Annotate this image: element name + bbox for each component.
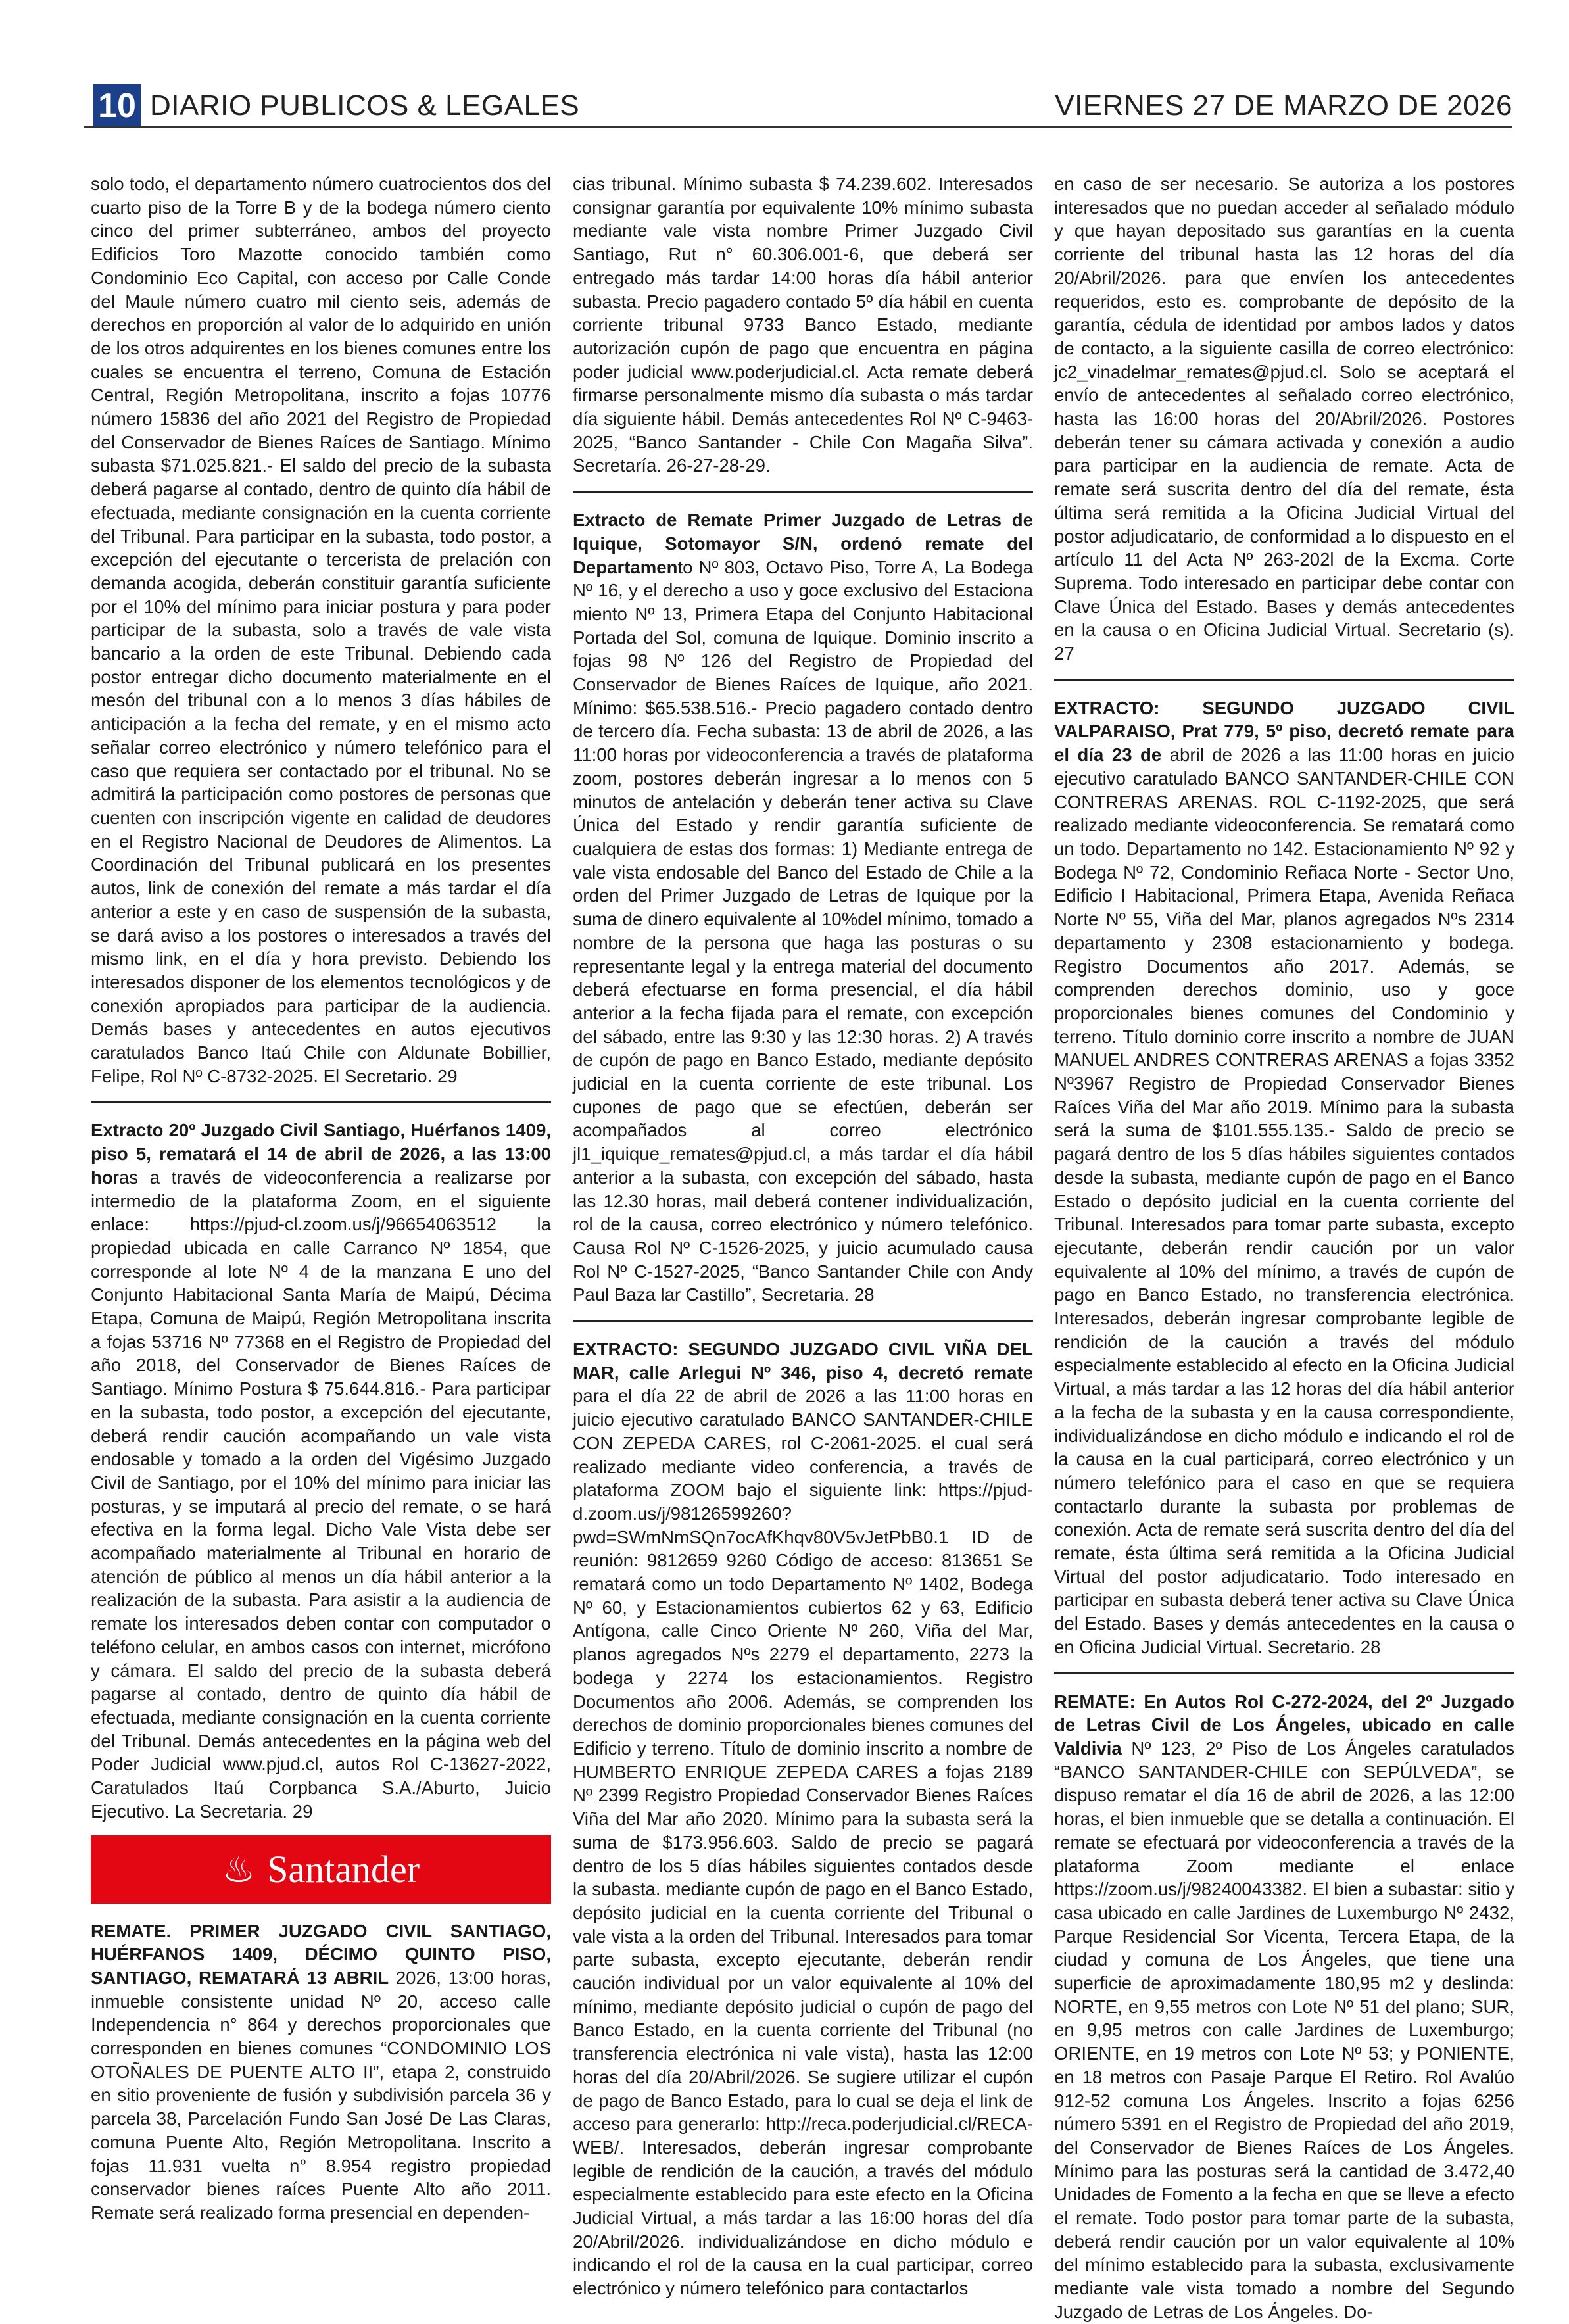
santander-logo [91, 1835, 551, 1904]
notice-body: abril de 2026 a las 11:00 horas en juicio ejecutivo caratulado BANCO SANTANDER-CHILE CON CONTRERAS ARENAS. ROL C-1192-2025, que será realizado mediante videoconferencia. Se rematará como un todo. Departamento no 142. Estacionamiento Nº 92 y Bodega Nº 72, Condominio Reñaca Norte - Sector Uno, Edificio I Habitacional, Primera Etapa, Avenida Reñaca Norte Nº 55, Viña del Mar, planos agregados Nºs 2314 departamento y 2308 estacionamiento y bodega. Registro Documentos año 2017. Además, se comprenden derechos dominio, uso y goce proporcionales bienes comunes del Condominio y terreno. Título dominio corre inscrito a nombre de JUAN MANUEL ANDRES CONTRERAS ARENAS a fojas 3352 Nº3967 Registro de Propiedad Conservador Bienes Raíces Viña del Mar año 2019. Mínimo para la subasta será la suma de $101.555.135.- Saldo de precio se pagará dentro de los 5 días hábiles siguientes contados desde la subasta, mediante cupón de pago en el Banco Estado o depósito judicial en la cuenta corriente del Tribunal. Interesados para tomar parte subasta, excepto ejecutante, deberán rendir caución por un valor equivalente al 10% del mínimo, a través de cupón de pago en Banco Estado, no transferencia electrónica. Interesados, deberán ingresar comprobante legible de rendición de la caución a través del módulo especialmente establecido al efecto en la Oficina Judicial Virtual, a más tardar a las 12 horas del día hábil anterior a la fecha de la subasta y en la causa correspondiente, individualizándose en dicho módulo e indicando el rol de la causa en la cual participará, correo electrónico y un número telefónico para el caso en que se requiera contactarlo durante la subasta por problemas de conexión. Acta de remate será suscrita dentro del día del remate, ésta última será remitida a la Oficina Judicial Virtual del postor adjudicatario. Todo interesado en participar en subasta deberá tener activa su Clave Única del Estado. Bases y demás antecedentes en la causa o en Oficina Judicial Virtual. Secretario. 28 [1054, 744, 1514, 1657]
page-header [84, 84, 1512, 125]
flame-icon: ♨ [222, 1848, 256, 1890]
publication-title: DIARIO PUBLICOS & LEGALES [150, 89, 580, 122]
column-2 [573, 172, 1033, 2299]
notice-heading: REMATE: En Autos Rol C-272-2024, del 2º Juzgado de Letras Civil de Los Ángeles, ubicado en calle Valdivia [1054, 1691, 1514, 1758]
column-1 [91, 172, 551, 2270]
legal-notice [1054, 1690, 1514, 2324]
notice-body: solo todo, el departamento número cuatrocientos dos del cuarto piso de la Torre B y de la bodega número ciento cinco del primer subterráneo, ambos del proyecto Edificios Toro Mazotte conocido también como Condominio Eco Capital, con acceso por Calle Conde del Maule número cuatro mil ciento seis, además de derechos en proporción al valor de lo adquirido en unión de los otros adquirentes en los bienes comunes entre los cuales se encuentra el terreno, Comuna de Estación Central, Región Metropolitana, inscrito a fojas 10776 número 15836 del año 2021 del Registro de Propiedad del Conservador de Bienes Raíces de Santiago. Mínimo subasta $71.025.821.- El saldo del precio de la subasta deberá pagarse al contado, dentro de quinto día hábil de efectuada, mediante consignación en la cuenta corriente del Tribunal. Para participar en la subasta, todo postor, a excepción del ejecutante o tercerista de prelación con demanda acogida, deberán constituir garantía suficiente por el 10% del mínimo para iniciar postura y para poder participar de la subasta, solo a través de vale vista bancario a la orden de este Tribunal. Debiendo cada postor entregar dicho documento materialmente en el mesón del tribunal con a lo menos 3 días hábiles de anticipación a la fecha del remate, y en el mismo acto señalar correo electrónico y número telefónico para el caso que requiera ser contactado por el tribunal. No se admitirá la participación como postores de personas que cuenten con inscripción vigente en calidad de deudores en el Registro Nacional de Deudores de Alimentos. La Coordinación del Tribunal publicará en los presentes autos, link de conexión del remate a más tardar el día anterior a este y en caso de suspensión de la subasta, se dará aviso a los postores o interesados a través del mismo link, en el día y hora previsto. Debiendo los interesados disponer de los elementos tecnológicos y de conexión apropiados para participar de la audiencia. Demás bases y antecedentes en autos ejecutivos caratulados Banco Itaú Chile con Aldunate Bobillier, Felipe, Rol Nº C-8732-2025. El Secretario. 29 [91, 174, 551, 1086]
notice-body: en caso de ser necesario. Se autoriza a los postores interesados que no puedan acceder al señalado módulo y que hayan depositado sus garantías en la cuenta corriente del tribunal hasta las 12 horas del día 20/Abril/2026. para que envíen los antecedentes requeridos, esto es. comprobante de depósito de la garantía, cédula de identidad por ambos lados y datos de contacto, a la siguiente casilla de correo electrónico: jc2_vinadelmar_remates@pjud.cl. Solo se aceptará el envío de antecedentes al señalado correo electrónico, hasta las 16:00 horas del 20/Abril/2026. Postores deberán tener su cámara activada y conexión a audio para participar en la audiencia de remate. Acta de remate será suscrita dentro del día del remate, ésta última será remitida a la Oficina Judicial Virtual del postor adjudicatario, de conformidad a lo dispuesto en el artículo 11 del Acta Nº 263-202l de la Excma. Corte Suprema. Todo interesado en participar debe contar con Clave Única del Estado. Bases y demás antecedentes en la causa o en Oficina Judicial Virtual. Secretario (s). 27 [1054, 174, 1514, 664]
page-number: 10 [93, 84, 141, 128]
notice-heading: EXTRACTO: SEGUNDO JUZGADO CIVIL VALPARAISO, Prat 779, 5º piso, decretó remate para el día 23 de [1054, 697, 1514, 765]
legal-notice [573, 172, 1033, 477]
legal-notice [573, 1338, 1033, 2300]
notice-separator [1054, 1672, 1514, 1674]
notice-heading: Extracto 20º Juzgado Civil Santiago, Huérfanos 1409, piso 5, rematará el 14 de abril de 2026, a las 13:00 ho [91, 1120, 551, 1188]
notice-heading: Extracto de Remate Primer Juzgado de Letras de Iquique, Sotomayor S/N, ordenó remate del Departamen [573, 510, 1033, 577]
legal-notice [91, 172, 551, 1088]
notice-separator [91, 1101, 551, 1103]
notice-body: ras a través de videoconferencia a realizarse por intermedio de la plataforma Zoom, en el siguiente enlace: https://pjud-cl.zoom.us/j/96654063512 la propiedad ubicada en calle Carranco Nº 1854, que corresponde al lote Nº 4 de la manzana E uno del Conjunto Habitacional Santa María de Maipú, Décima Etapa, Comuna de Maipú, Región Metropolitana inscrita a fojas 53716 Nº 77368 en el Registro de Propiedad del año 2018, del Conservador de Bienes Raíces de Santiago. Mínimo Postura $ 75.644.816.- Para participar en la subasta, todo postor, a excepción del ejecutante, deberá rendir caución acompañando un vale vista endosable y tomado a la orden del Vigésimo Juzgado Civil de Santiago, por el 10% del mínimo para iniciar las posturas, y se imputará al precio del remate, o se hará efectiva en la forma legal. Dicho Vale Vista debe ser acompañado materialmente al Tribunal en horario de atención de público al menos un día hábil anterior a la realización de la subasta. Para asistir a la audiencia de remate los interesados deben contar con computador o teléfono celular, en ambos casos con internet, micrófono y cámara. El saldo del precio de la subasta deberá pagarse al contado, dentro de quinto día hábil de efectuada, mediante consignación en la cuenta corriente del Tribunal. Demás antecedentes en la página web del Poder Judicial www.pjud.cl, autos Rol C-13627-2022, Caratulados Itaú Corpbanca S.A./Aburto, Juicio Ejecutivo. La Secretaria. 29 [91, 1167, 551, 1822]
notice-heading: EXTRACTO: SEGUNDO JUZGADO CIVIL VIÑA DEL MAR, calle Arlegui Nº 346, piso 4, decretó remate [573, 1339, 1033, 1383]
notice-heading: REMATE. PRIMER JUZGADO CIVIL SANTIAGO, HUÉRFANOS 1409, DÉCIMO QUINTO PISO, SANTIAGO, REMATARÁ 13 ABRIL [91, 1920, 551, 1988]
header-rule [84, 126, 1512, 128]
legal-notice [573, 508, 1033, 1307]
notice-separator [1054, 679, 1514, 681]
issue-date: VIERNES 27 DE MARZO DE 2026 [1055, 89, 1512, 122]
notice-separator [573, 491, 1033, 493]
legal-notice [91, 1920, 551, 2225]
notice-body: to Nº 803, Octavo Piso, Torre A, La Bodega Nº 16, y el derecho a uso y goce exclusivo del Estaciona miento Nº 13, Primera Etapa del Conjunto Habitacional Portada del Sol, comuna de Iquique. Dominio inscrito a fojas 98 Nº 126 del Registro de Propiedad del Conservador de Bienes Raíces de Iquique, año 2021. Mínimo: $65.538.516.- Precio pagadero contado dentro de tercero día. Fecha subasta: 13 de abril de 2026, a las 11:00 horas por videoconferencia a través de plataforma zoom, postores deberán ingresar a lo menos con 5 minutos de antelación y deberán tener activa su Clave Única del Estado y rendir garantía suficiente de cualquiera de estas dos formas: 1) Mediante entrega de vale vista endosable del Banco del Estado de Chile a la orden del Primer Juzgado de Letras de Iquique por la suma de dinero equivalente al 10%del mínimo, tomado a nombre de la persona que haga las posturas o su representante legal y la entrega material del documento deberá efectuarse en forma presencial, el día hábil anterior a la fecha fijada para el remate, con excepción del sábado, entre las 9:30 y las 12:30 horas. 2) A través de cupón de pago en Banco Estado, mediante depósito judicial en la cuenta corriente de este tribunal. Los cupones de pago que se efectúen, deberán ser acompañados al correo electrónico jl1_iquique_remates@pjud.cl, a más tardar el día hábil anterior a la subasta, con excepción del sábado, hasta las 12.30 horas, mail deberá contener individualización, rol de la causa, correo electrónico y número telefónico. Causa Rol Nº C-1526-2025, y juicio acumulado causa Rol Nº C-1527-2025, “Banco Santander Chile con Andy Paul Baza lar Castillo”, Secretaria. 28 [573, 556, 1033, 1305]
notice-body: cias tribunal. Mínimo subasta $ 74.239.602. Interesados consignar garantía por equivalente 10% mínimo subasta mediante vale vista nombre Primer Juzgado Civil Santiago, Rut n° 60.306.001-6, que deberá ser entregado más tardar 14:00 horas día hábil anterior subasta. Precio pagadero contado 5º día hábil en cuenta corriente tribunal 9733 Banco Estado, mediante autorización cupón de pago que encuentra en página poder judicial www.poderjudicial.cl. Acta remate deberá firmarse personalmente mismo día subasta o más tardar día siguiente hábil. Demás antecedentes Rol Nº C-9463-2025, “Banco Santander - Chile Con Magaña Silva”. Secretaría. 26-27-28-29. [573, 174, 1033, 476]
legal-notice [1054, 696, 1514, 1659]
notice-body: Nº 123, 2º Piso de Los Ángeles caratulados “BANCO SANTANDER-CHILE con SEPÚLVEDA”, se dispuso rematar el día 16 de abril de 2026, a las 12:00 horas, el bien inmueble que se detalla a continuación. El remate se efectuará por videoconferencia a través de la plataforma Zoom mediante el enlace https://zoom.us/j/98240043382. El bien a subastar: sitio y casa ubicado en calle Jardines de Luxemburgo Nº 2432, Parque Residencial Sor Vicenta, Tercera Etapa, de la ciudad y comuna de Los Ángeles, que tiene una superficie de aproximadamente 180,95 m2 y deslinda: NORTE, en 9,55 metros con Lote Nº 51 del plano; SUR, en 9,95 metros con calle Jardines de Luxemburgo; ORIENTE, en 19 metros con Lote Nº 53; y PONIENTE, en 18 metros con Pasaje Parque El Retiro. Rol Avalúo 912-52 comuna Los Ángeles. Inscrito a fojas 6256 número 5391 en el Registro de Propiedad del año 2019, del Conservador de Bienes Raíces de Los Ángeles. Mínimo para las posturas será la cantidad de 3.472,40 Unidades de Fomento a la fecha en que se lleve a efecto el remate. Todo postor para tomar parte de la subasta, deberá rendir caución por un valor equivalente al 10% del mínimo establecido para la subasta, exclusivamente mediante vale vista tomado a nombre del Segundo Juzgado de Letras de Los Ángeles. Do- [1054, 1738, 1514, 2322]
column-3 [1054, 172, 1514, 2322]
notice-body: 2026, 13:00 horas, inmueble consistente unidad Nº 20, acceso calle Independencia n° 864 y derechos proporcionales que corresponden en bienes comunes “CONDOMINIO LOS OTOÑALES DE PUENTE ALTO II”, etapa 2, construido en sitio proveniente de fusión y subdivisión parcela 36 y parcela 38, Parcelación Fundo San José De Las Claras, comuna Puente Alto, Región Metropolitana. Inscrito a fojas 11.931 vuelta n° 8.954 registro propiedad conservador bienes raíces Puente Alto año 2011. Remate será realizado forma presencial en dependen- [91, 1967, 552, 2223]
notice-body: para el día 22 de abril de 2026 a las 11:00 horas en juicio ejecutivo caratulado BANCO SANTANDER-CHILE CON ZEPEDA CARES, rol C-2061-2025. el cual será realizado mediante video conferencia, a través de plataforma ZOOM bajo el siguiente link: https://pjud-d.zoom.us/j/98126599260?pwd=SWmNmSQn7ocAfKhqv80V5vJetPbB0.1 ID de reunión: 9812659 9260 Código de acceso: 813651 Se rematará como un todo Departamento Nº 1402, Bodega Nº 60, y Estacionamientos cubiertos 62 y 63, Edificio Antígona, calle Cinco Oriente Nº 260, Viña del Mar, planos agregados Nºs 2279 el departamento, 2273 la bodega y 2274 los estacionamientos. Registro Documentos año 2006. Además, se comprenden los derechos de dominio proporcionales bienes comunes del Edificio y terreno. Título de dominio inscrito a nombre de HUMBERTO ENRIQUE ZEPEDA CARES a fojas 2189 Nº 2399 Registro Propiedad Conservador Bienes Raíces Viña del Mar año 2020. Mínimo para la subasta será la suma de $173.956.603. Saldo de precio se pagará dentro de los 5 días hábiles siguientes contados desde la subasta. mediante cupón de pago en el Banco Estado, depósito judicial en la cuenta corriente del Tribunal o vale vista a la orden del Tribunal. Interesados para tomar parte subasta, excepto ejecutante, deberán rendir caución individual por un valor equivalente al 10% del mínimo, mediante depósito judicial o cupón de pago del Banco Estado, en la cuenta corriente del Tribunal (no transferencia electrónica ni vale vista), hasta las 12:00 horas del día 20/Abril/2026. Se sugiere utilizar el cupón de pago de Banco Estado, para lo cual se deja el link de acceso para generarlo: http://reca.poderjudicial.cl/RECA-WEB/. Interesados, deberán ingresar comprobante legible de rendición de la caución, a través del módulo especialmente establecido para este efecto en la Oficina Judicial Virtual, a más tardar a las 16:00 horas del día 20/Abril/2026. individualizándose en dicho módulo e indicando el rol de la causa en la cual participar, correo electrónico y número telefónico para contactarlos [573, 1386, 1033, 2299]
legal-notice [1054, 172, 1514, 666]
notice-separator [573, 1320, 1033, 1322]
logo-text: Santander [267, 1847, 420, 1891]
legal-notice [91, 1119, 551, 1823]
